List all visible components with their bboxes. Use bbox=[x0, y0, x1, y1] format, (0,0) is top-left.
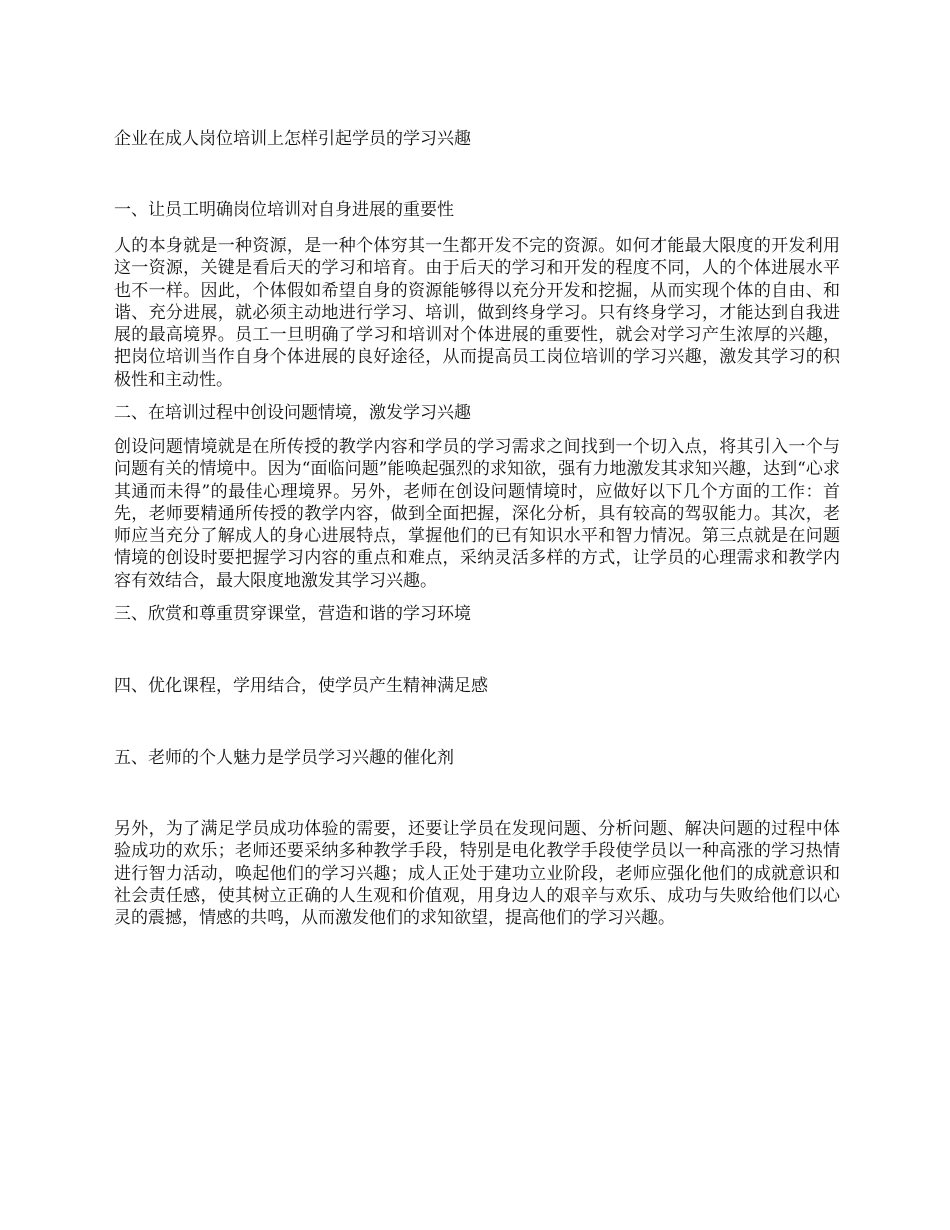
document-title: 企业在成人岗位培训上怎样引起学员的学习兴趣 bbox=[114, 129, 471, 149]
section-1-paragraph: 人的本身就是一种资源，是一种个体穷其一生都开发不完的资源。如何才能最大限度的开发利用这一资源，关键是看后天的学习和培育。由于后天的学习和开发的程度不同，人的个体进展水平也不一样。因此，个体假如希望自身的资源能够得以充分开发和挖掘，从而实现个体的自由、和谐、充分进展，就必须主动地进行学习、培训，做到终身学习。只有终身学习，才能达到自我进展的最高境界。员工一旦明确了学习和培训对个体进展的重要性，就会对学习产生浓厚的兴趣，把岗位培训当作自身个体进展的良好途径，从而提高员工岗位培训的学习兴趣，激发其学习的积极性和主动性。 bbox=[114, 236, 840, 390]
closing-paragraph: 另外，为了满足学员成功体验的需要，还要让学员在发现问题、分析问题、解决问题的过程中体验成功的欢乐；老师还要采纳多种教学手段，特别是电化教学手段使学员以一种高涨的学习热情进行智力活动，唤起他们的学习兴趣；成人正处于建功立业阶段，老师应强化他们的成就意识和社会责任感，使其树立正确的人生观和价值观，用身边人的艰辛与欢乐、成功与失败给他们以心灵的震撼，情感的共鸣，从而激发他们的求知欲望，提高他们的学习兴趣。 bbox=[114, 819, 840, 929]
section-1-heading: 一、让员工明确岗位培训对自身进展的重要性 bbox=[114, 200, 454, 220]
section-5-heading: 五、老师的个人魅力是学员学习兴趣的催化剂 bbox=[114, 748, 454, 768]
section-2-paragraph: 创设问题情境就是在所传授的教学内容和学员的学习需求之间找到一个切入点，将其引入一个与问题有关的情境中。因为“面临问题”能唤起强烈的求知欲，强有力地激发其求知兴趣，达到“心求其通而未得”的最佳心理境界。另外，老师在创设问题情境时，应做好以下几个方面的工作：首先，老师要精通所传授的教学内容，做到全面把握，深化分析，具有较高的驾驭能力。其次，老师应当充分了解成人的身心进展特点，掌握他们的已有知识水平和智力情况。第三点就是在问题情境的创设时要把握学习内容的重点和难点，采纳灵活多样的方式，让学员的心理需求和教学内容有效结合，最大限度地激发其学习兴趣。 bbox=[114, 437, 840, 591]
section-2-heading: 二、在培训过程中创设问题情境，激发学习兴趣 bbox=[114, 403, 471, 423]
section-4-heading: 四、优化课程，学用结合，使学员产生精神满足感 bbox=[114, 676, 488, 696]
section-3-heading: 三、欣赏和尊重贯穿课堂，营造和谐的学习环境 bbox=[114, 604, 471, 624]
